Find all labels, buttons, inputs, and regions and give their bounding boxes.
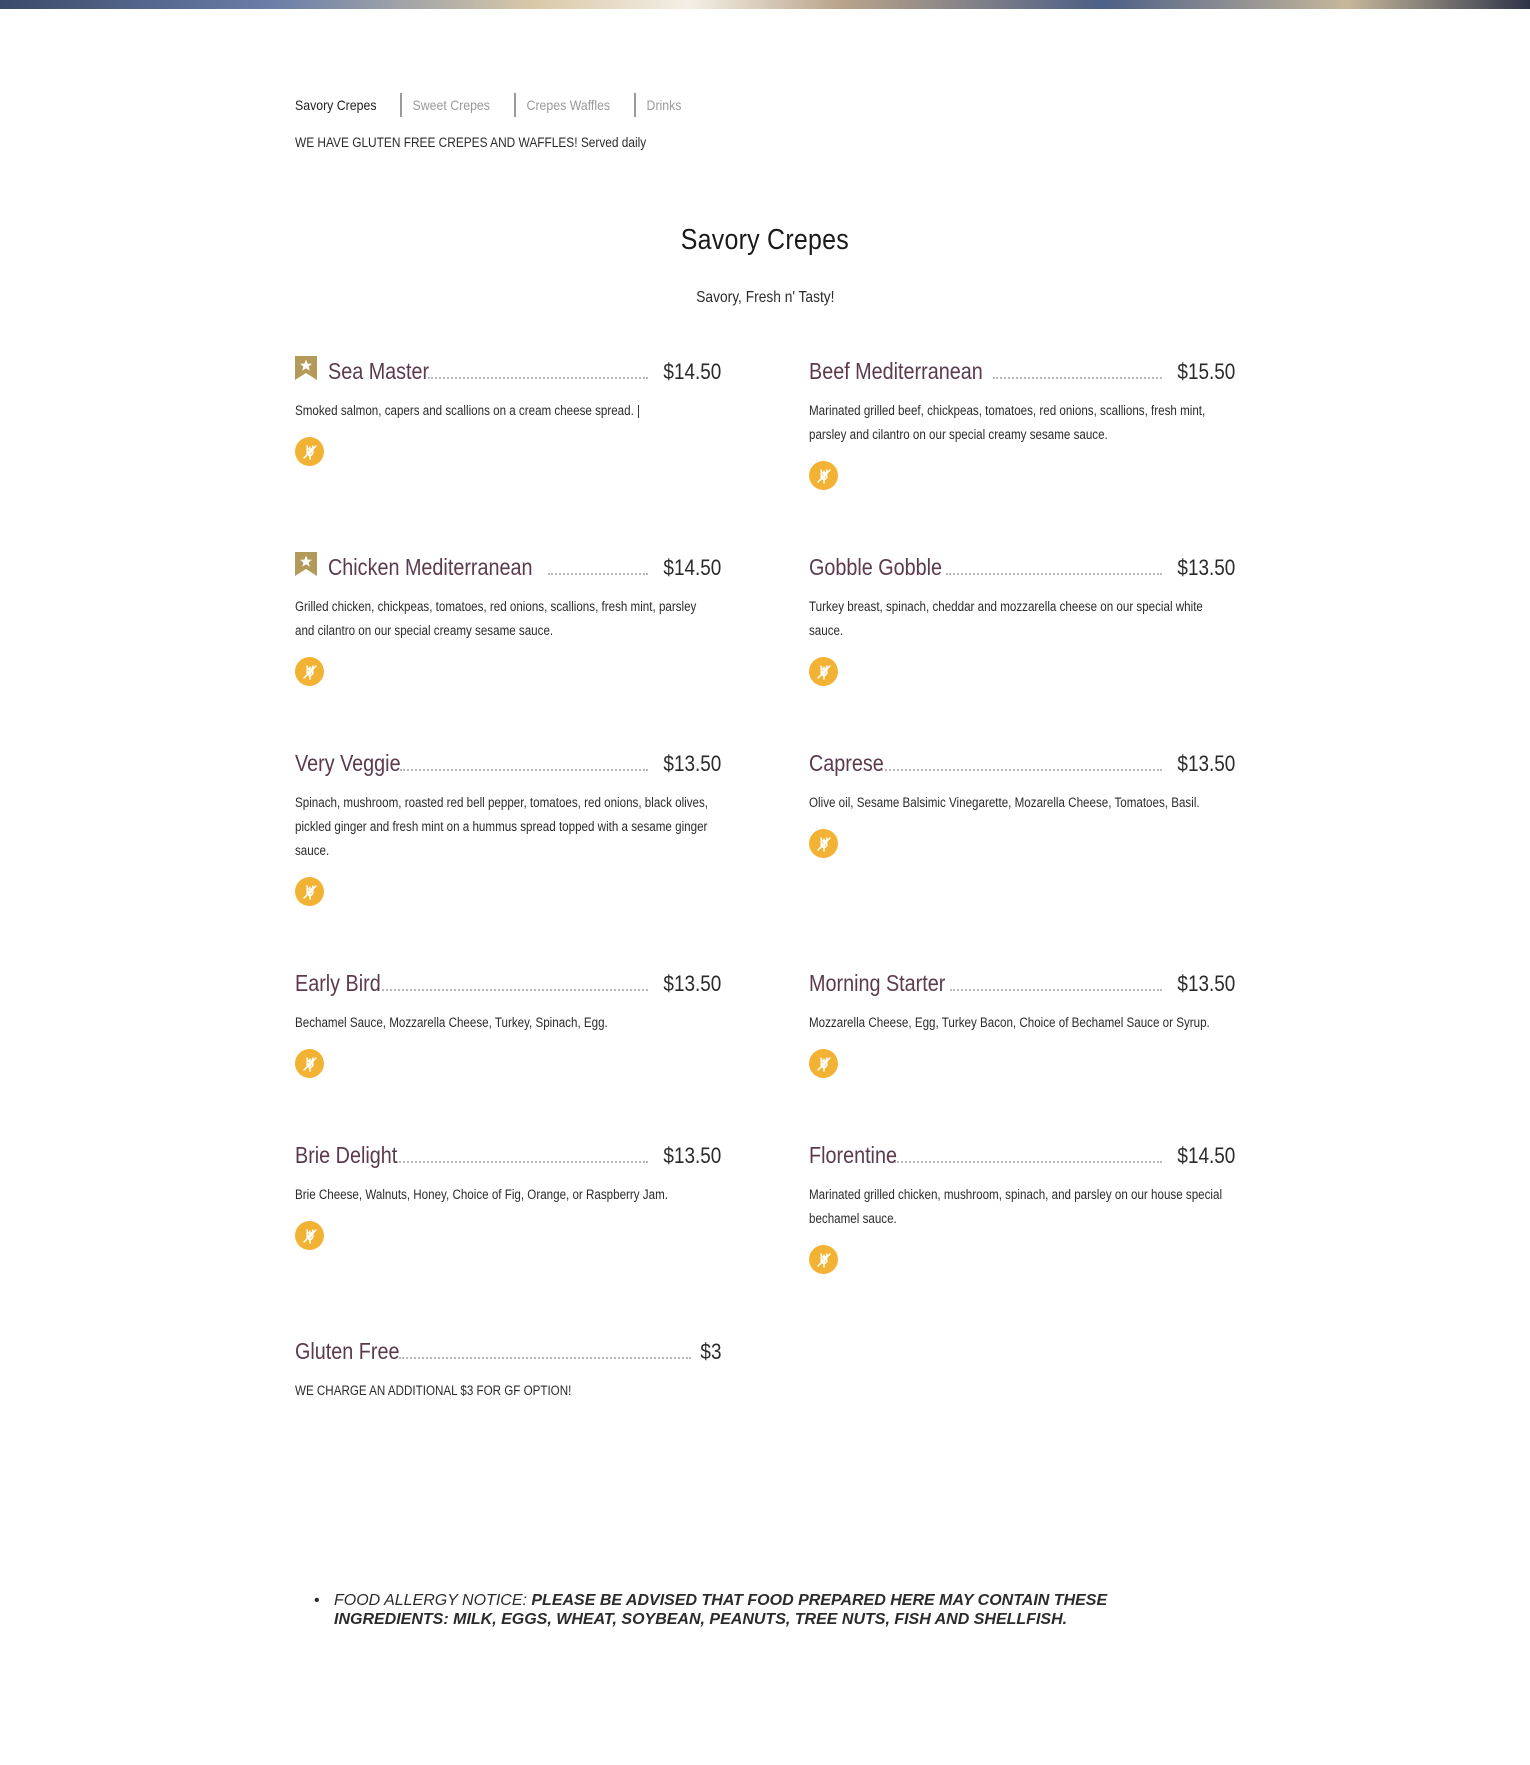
hero-image-strip bbox=[0, 0, 1530, 9]
menu-item-name: Brie Delight bbox=[295, 1142, 398, 1168]
menu-item-price: $3 bbox=[699, 1339, 721, 1364]
menu-item-header bbox=[295, 1135, 721, 1169]
bullet: • bbox=[314, 1592, 320, 1609]
menu-item-description: Turkey breast, spinach, cheddar and mozzarella cheese on our special white sauce. bbox=[809, 599, 1203, 638]
menu-item-header bbox=[295, 963, 721, 997]
gluten-free-note: WE HAVE GLUTEN FREE CREPES AND WAFFLES! Served daily bbox=[295, 135, 647, 150]
menu-item-header bbox=[809, 351, 1235, 385]
menu-item-header bbox=[809, 963, 1235, 997]
menu-item bbox=[809, 1135, 1235, 1274]
menu-item-description: WE CHARGE AN ADDITIONAL $3 FOR GF OPTION! bbox=[295, 1383, 572, 1398]
menu-item-name: Florentine bbox=[809, 1142, 897, 1168]
featured-star-bookmark-icon bbox=[295, 552, 317, 576]
menu-item-name: Gluten Free bbox=[295, 1338, 400, 1364]
gluten-free-wheat-icon bbox=[809, 829, 838, 858]
menu-item-description: Bechamel Sauce, Mozzarella Cheese, Turkey, Spinach, Egg. bbox=[295, 1015, 608, 1030]
menu-item-price: $13.50 bbox=[1177, 751, 1235, 776]
menu-item-description: Mozzarella Cheese, Egg, Turkey Bacon, Choice of Bechamel Sauce or Syrup. bbox=[809, 1015, 1210, 1030]
dotted-leader bbox=[878, 768, 1161, 771]
tab-crepes-waffles[interactable]: Crepes Waffles bbox=[526, 97, 610, 113]
featured-star-bookmark-icon bbox=[295, 356, 317, 380]
allergy-text: PLEASE BE ADVISED THAT FOOD PREPARED HERE MAY CONTAIN THESE INGREDIENTS: MILK, EGGS, WHEAT, SOYBEAN, PEANUTS, TREE NUTS, FISH AND SHELLFISH. bbox=[334, 1592, 1108, 1628]
menu-item-description: Spinach, mushroom, roasted red bell pepper, tomatoes, red onions, black olives, pickled ginger and fresh mint on a hummus spread topped with a sesame ginger sauce. bbox=[295, 795, 709, 858]
allergy-lead: FOOD ALLERGY NOTICE: bbox=[334, 1592, 532, 1609]
menu-item-description: Olive oil, Sesame Balsimic Vinegarette, Mozarella Cheese, Tomatoes, Basil. bbox=[809, 795, 1200, 810]
menu-item-name: Beef Mediterranean bbox=[809, 358, 983, 384]
menu-item-header bbox=[809, 547, 1235, 581]
menu-item-name: Morning Starter bbox=[809, 970, 946, 996]
gluten-free-wheat-icon bbox=[809, 1245, 838, 1274]
dotted-leader bbox=[400, 768, 647, 771]
menu-item-name: Very Veggie bbox=[295, 750, 401, 776]
menu-item-header bbox=[295, 743, 721, 777]
menu-item-price: $13.50 bbox=[1177, 971, 1235, 996]
menu-tabs bbox=[295, 93, 700, 117]
gluten-free-wheat-icon bbox=[295, 437, 324, 466]
dotted-leader bbox=[399, 1356, 691, 1359]
menu-item-price: $13.50 bbox=[663, 1143, 721, 1168]
menu-item-description: Grilled chicken, chickpeas, tomatoes, red onions, scallions, fresh mint, parsley and cilantro on our special creamy sesame sauce. bbox=[295, 599, 697, 638]
menu-item-header bbox=[295, 547, 721, 581]
menu-item-price: $14.50 bbox=[663, 555, 721, 580]
menu-item-price: $13.50 bbox=[663, 971, 721, 996]
menu-item-header bbox=[809, 743, 1235, 777]
menu-item-header bbox=[809, 1135, 1235, 1169]
menu-item-header bbox=[295, 351, 721, 385]
menu-item bbox=[809, 547, 1235, 686]
gluten-free-wheat-icon bbox=[809, 461, 838, 490]
menu-item-description: Smoked salmon, capers and scallions on a cream cheese spread. | bbox=[295, 403, 641, 418]
dotted-leader bbox=[950, 988, 1162, 991]
gluten-free-wheat-icon bbox=[295, 1049, 324, 1078]
menu-item-name: Sea Master bbox=[328, 358, 430, 384]
menu-item bbox=[295, 963, 721, 1078]
section-subtitle: Savory, Fresh n' Tasty! bbox=[695, 289, 835, 306]
gluten-free-wheat-icon bbox=[295, 1221, 324, 1250]
menu-item bbox=[295, 351, 721, 466]
menu-item bbox=[809, 963, 1235, 1078]
menu-item bbox=[295, 1331, 721, 1403]
menu-item-name: Chicken Mediterranean bbox=[328, 554, 533, 580]
menu-item-description: Marinated grilled chicken, mushroom, spinach, and parsley on our house special bechamel sauce. bbox=[809, 1187, 1223, 1226]
menu-item bbox=[809, 351, 1235, 490]
menu-item-description: Brie Cheese, Walnuts, Honey, Choice of Fig, Orange, or Raspberry Jam. bbox=[295, 1187, 668, 1202]
menu-item bbox=[295, 743, 721, 906]
dotted-leader bbox=[396, 1160, 647, 1163]
menu-item bbox=[809, 743, 1235, 858]
menu-item bbox=[295, 547, 721, 686]
tab-savory-crepes[interactable]: Savory Crepes bbox=[295, 97, 377, 113]
tab-sweet-crepes[interactable]: Sweet Crepes bbox=[412, 97, 490, 113]
menu-item-description: Marinated grilled beef, chickpeas, tomatoes, red onions, scallions, fresh mint, parsley and cilantro on our special creamy sesame sauce. bbox=[809, 403, 1206, 442]
menu-item-price: $14.50 bbox=[1177, 1143, 1235, 1168]
gluten-free-wheat-icon bbox=[809, 1049, 838, 1078]
tab-drinks[interactable]: Drinks bbox=[647, 97, 682, 113]
dotted-leader bbox=[894, 1160, 1162, 1163]
allergy-notice bbox=[314, 1591, 1184, 1629]
menu-item-price: $14.50 bbox=[663, 359, 721, 384]
dotted-leader bbox=[548, 572, 647, 575]
gluten-free-wheat-icon bbox=[809, 657, 838, 686]
dotted-leader bbox=[993, 376, 1161, 379]
menu-item-price: $13.50 bbox=[663, 751, 721, 776]
dotted-leader bbox=[946, 572, 1162, 575]
gluten-free-wheat-icon bbox=[295, 877, 324, 906]
menu-item bbox=[295, 1135, 721, 1250]
menu-item-name: Caprese bbox=[809, 750, 884, 776]
menu-item-price: $13.50 bbox=[1177, 555, 1235, 580]
menu-item-name: Gobble Gobble bbox=[809, 554, 943, 580]
section-title: Savory Crepes bbox=[680, 224, 850, 256]
menu-item-price: $15.50 bbox=[1177, 359, 1235, 384]
dotted-leader bbox=[377, 988, 648, 991]
gluten-free-wheat-icon bbox=[295, 657, 324, 686]
menu-item-header bbox=[295, 1331, 721, 1365]
menu-item-name: Early Bird bbox=[295, 970, 381, 996]
dotted-leader bbox=[428, 376, 648, 379]
